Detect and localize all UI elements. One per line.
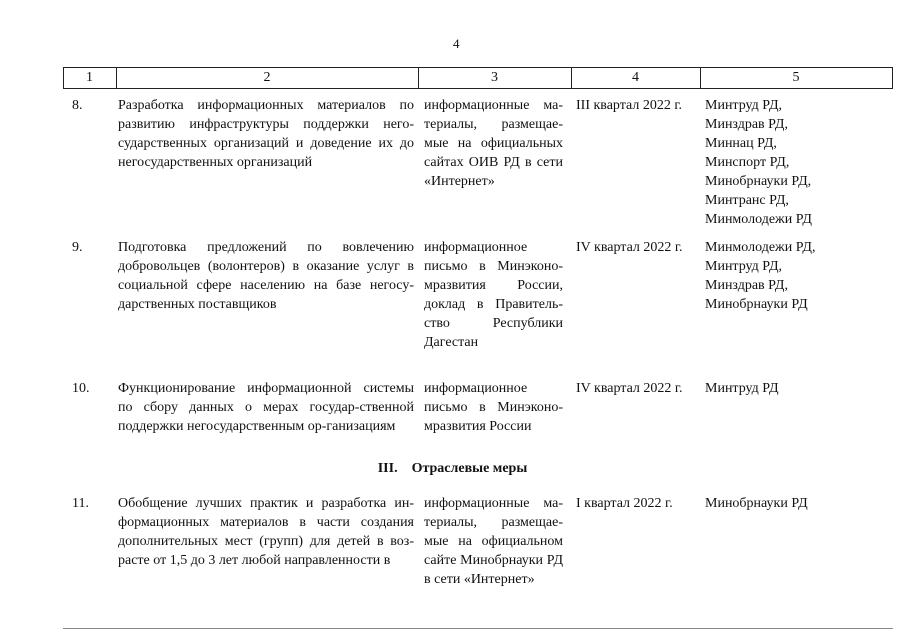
measure-text: Разработка информационных материалов по развитию инфраструктуры поддержки него-сударственных организаций и доведение их до негосударственных организаций (118, 98, 414, 170)
measure-text: Подготовка предложений по вовлечению добровольцев (волонтеров) в оказание услуг в социальной сфере населению на базе негосу-дарственных поставщиков (118, 240, 414, 312)
row-number: 9. (72, 240, 83, 255)
section-title: Отраслевые меры (411, 461, 528, 476)
measure-text: Функционирование информационной системы по сбору данных о мерах государ-ственной поддержки негосударственным ор-ганизациям (118, 381, 414, 434)
responsible-item: Минобрнауки РД (705, 297, 808, 312)
column-header-2: 2 (263, 70, 271, 85)
result-text: информационные ма-териалы, размещае-мые на официальных сайтах ОИВ РД в сети «Интернет» (424, 98, 563, 189)
deadline-text: III квартал 2022 г. (576, 98, 683, 113)
column-header-3: 3 (491, 70, 498, 85)
responsible-item: Минобрнауки РД (705, 496, 808, 511)
row-number: 11. (72, 496, 89, 511)
result-text: информационные ма-териалы, размещае-мые на официальном сайте Минобрнауки РД в сети «Интернет» (424, 496, 563, 587)
column-header-5: 5 (792, 70, 800, 85)
responsible-item: Минтруд РД, (705, 98, 783, 113)
responsible-item: Миннац РД, (705, 136, 777, 151)
table-header-bottom-border (63, 88, 893, 89)
column-header-4: 4 (632, 70, 639, 85)
responsible-item: Минобрнауки РД, (705, 174, 812, 189)
section-heading (0, 461, 905, 477)
responsible-item: Минтруд РД (705, 381, 779, 396)
responsible-item: Минспорт РД, (705, 155, 790, 170)
responsible-list (705, 379, 779, 398)
responsible-list (705, 238, 815, 314)
column-divider (892, 67, 893, 88)
result-text: информационное письмо в Минэконо-мразвития России (424, 381, 563, 434)
page-number: 4 (453, 36, 460, 51)
responsible-item: Минмолодежи РД, (705, 240, 816, 255)
section-number: III. (377, 461, 398, 476)
row-number: 10. (72, 381, 90, 396)
responsible-item: Минздрав РД, (705, 117, 788, 132)
responsible-item: Минтруд РД, (705, 259, 783, 274)
responsible-list (705, 96, 812, 229)
responsible-list (705, 494, 808, 513)
measure-text: Обобщение лучших практик и разработка ин-формационных материалов в части создания дополнительных мест (групп) для детей в воз-расте от 1,5 до 3 лет любой направленности в (118, 496, 414, 568)
deadline-text: IV квартал 2022 г. (576, 240, 683, 255)
page-bottom-edge (63, 628, 893, 629)
result-text: информационное письмо в Минэконо-мразвития России, доклад в Правитель-ство Республики Дагестан (424, 240, 563, 350)
deadline-text: I квартал 2022 г. (576, 496, 673, 511)
deadline-text: IV квартал 2022 г. (576, 381, 683, 396)
responsible-item: Минздрав РД, (705, 278, 788, 293)
row-number: 8. (72, 98, 83, 113)
column-header-1: 1 (86, 70, 93, 85)
responsible-item: Минтранс РД, (705, 193, 789, 208)
responsible-item: Минмолодежи РД (705, 212, 812, 227)
